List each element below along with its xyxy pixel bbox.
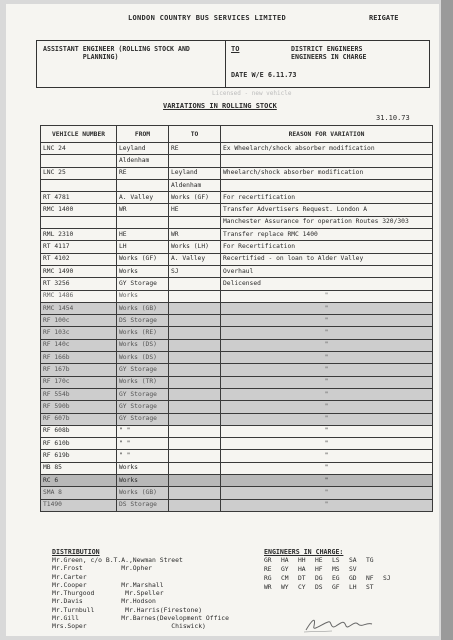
cell-reason: " <box>221 364 433 376</box>
cell-vehicle: LNC 24 <box>41 143 117 155</box>
table-row <box>41 413 433 425</box>
memo-from: ASSISTANT ENGINEER (ROLLING STOCK AND PLANNING) <box>43 45 190 61</box>
table-row <box>41 388 433 400</box>
cell-reason: " <box>221 388 433 400</box>
memo-to-label: TO <box>231 45 240 53</box>
cell-reason: Manchester Assurance for operation Routes 320/303 <box>221 216 433 228</box>
cell-reason: For Recertification <box>221 241 433 253</box>
cell-from: Works (DS) <box>117 352 169 364</box>
cell-from <box>117 216 169 228</box>
cell-from: GY Storage <box>117 364 169 376</box>
cell-to: Works (GF) <box>169 192 221 204</box>
cell-vehicle: RT 4102 <box>41 253 117 265</box>
engineer-code: SJ <box>383 575 391 582</box>
engineer-code: HA <box>281 557 289 564</box>
cell-reason <box>221 155 433 167</box>
engineers-row <box>264 574 400 583</box>
table-row <box>41 364 433 376</box>
table-row <box>41 450 433 462</box>
engineer-code: WR <box>264 584 272 591</box>
report-date: 31.10.73 <box>376 114 410 122</box>
signature <box>302 612 382 636</box>
table-row <box>41 241 433 253</box>
cell-reason: " <box>221 413 433 425</box>
cell-to: WR <box>169 229 221 241</box>
faint-bleed-text: Licensed - new vehicle <box>212 90 292 97</box>
table-row <box>41 499 433 511</box>
table-row <box>41 302 433 314</box>
cell-reason: Delicensed <box>221 278 433 290</box>
cell-from: LH <box>117 241 169 253</box>
table-row <box>41 376 433 388</box>
engineers-row <box>264 583 400 592</box>
cell-from: Works (RE) <box>117 327 169 339</box>
cell-reason: " <box>221 450 433 462</box>
cell-to <box>169 499 221 511</box>
cell-from: Works <box>117 462 169 474</box>
distribution-title: DISTRIBUTION <box>52 548 100 556</box>
table-row <box>41 339 433 351</box>
cell-vehicle: RF 166b <box>41 352 117 364</box>
cell-from: Works <box>117 475 169 487</box>
engineers-row <box>264 556 400 565</box>
cell-from: GY Storage <box>117 278 169 290</box>
cell-vehicle: SMA 8 <box>41 487 117 499</box>
engineer-code: DG <box>315 575 323 582</box>
cell-vehicle: RT 4781 <box>41 192 117 204</box>
cell-vehicle: RF 608b <box>41 425 117 437</box>
cell-vehicle: RF 590b <box>41 401 117 413</box>
cell-to <box>169 413 221 425</box>
cell-from: Works (TR) <box>117 376 169 388</box>
engineer-code: DS <box>315 584 323 591</box>
cell-vehicle: RF 554b <box>41 388 117 400</box>
cell-from: GY Storage <box>117 388 169 400</box>
table-row <box>41 253 433 265</box>
engineer-code: SA <box>349 557 357 564</box>
memo-to: DISTRICT ENGINEERS ENGINEERS IN CHARGE <box>291 45 367 61</box>
cell-to <box>169 401 221 413</box>
cell-to <box>169 364 221 376</box>
cell-to: Aldenham <box>169 179 221 191</box>
cell-to <box>169 290 221 302</box>
cell-to <box>169 327 221 339</box>
cell-vehicle: RML 2310 <box>41 229 117 241</box>
cell-to <box>169 339 221 351</box>
col-header-to: TO <box>169 126 221 143</box>
cell-from: DS Storage <box>117 315 169 327</box>
cell-vehicle: RF 610b <box>41 438 117 450</box>
table-row <box>41 265 433 277</box>
memo-divider <box>225 41 226 87</box>
cell-reason: " <box>221 462 433 474</box>
cell-reason: " <box>221 438 433 450</box>
cell-reason: " <box>221 425 433 437</box>
cell-to <box>169 216 221 228</box>
cell-reason: " <box>221 487 433 499</box>
cell-from: GY Storage <box>117 401 169 413</box>
cell-from <box>117 179 169 191</box>
distribution-list: Mr.Green, c/o B.T.A.,Newman Street Mr.Frost Mr.Opher Mr.Carter Mr.Cooper Mr.Marshall Mr.Thurgood Mr.Speller Mr.Davis Mr.Hodson Mr.Turnbull Mr.Harris(Firestone) Mr.Gill Mr.Barnes(Development Office Mrs.Soper Chiswick) <box>52 556 229 631</box>
engineer-code: HE <box>315 557 323 564</box>
engineers-title: ENGINEERS IN CHARGE: <box>264 548 344 556</box>
engineer-code: DT <box>298 575 306 582</box>
table-header-row <box>41 126 433 143</box>
engineer-code: TG <box>366 557 374 564</box>
cell-from: " " <box>117 425 169 437</box>
cell-from: Works <box>117 265 169 277</box>
cell-reason: " <box>221 302 433 314</box>
cell-reason: Wheelarch/shock absorber modification <box>221 167 433 179</box>
cell-reason: " <box>221 315 433 327</box>
memo-page <box>6 4 439 636</box>
table-row <box>41 315 433 327</box>
engineer-code: LH <box>349 584 357 591</box>
cell-vehicle: RMC 1400 <box>41 204 117 216</box>
cell-reason: " <box>221 376 433 388</box>
cell-to: HE <box>169 204 221 216</box>
cell-to <box>169 388 221 400</box>
engineer-code: HA <box>298 566 306 573</box>
cell-to: RE <box>169 143 221 155</box>
cell-vehicle: RF 607b <box>41 413 117 425</box>
cell-from: Aldenham <box>117 155 169 167</box>
table-row <box>41 290 433 302</box>
cell-to <box>169 155 221 167</box>
engineer-code: HF <box>315 566 323 573</box>
cell-to <box>169 487 221 499</box>
cell-reason: " <box>221 475 433 487</box>
table-row <box>41 229 433 241</box>
cell-reason: For recertification <box>221 192 433 204</box>
cell-to <box>169 352 221 364</box>
cell-vehicle: RT 3256 <box>41 278 117 290</box>
cell-reason: " <box>221 352 433 364</box>
engineers-codes <box>264 556 400 592</box>
table-row <box>41 487 433 499</box>
cell-to <box>169 475 221 487</box>
cell-vehicle: RMC 1454 <box>41 302 117 314</box>
engineer-code: GR <box>264 557 272 564</box>
office-location: REIGATE <box>369 14 399 22</box>
cell-to <box>169 425 221 437</box>
document-title: VARIATIONS IN ROLLING STOCK <box>163 102 277 110</box>
table-row <box>41 216 433 228</box>
cell-vehicle: LNC 25 <box>41 167 117 179</box>
cell-reason: Ex Wheelarch/shock absorber modification <box>221 143 433 155</box>
cell-vehicle: T1490 <box>41 499 117 511</box>
cell-reason <box>221 179 433 191</box>
engineer-code: GD <box>349 575 357 582</box>
table-row <box>41 425 433 437</box>
cell-reason: " <box>221 290 433 302</box>
cell-vehicle <box>41 179 117 191</box>
cell-vehicle: RF 170c <box>41 376 117 388</box>
cell-to <box>169 315 221 327</box>
cell-from: GY Storage <box>117 413 169 425</box>
table-row <box>41 143 433 155</box>
cell-to: A. Valley <box>169 253 221 265</box>
cell-to <box>169 450 221 462</box>
engineer-code: NF <box>366 575 374 582</box>
cell-from: A. Valley <box>117 192 169 204</box>
cell-from: Works (GB) <box>117 302 169 314</box>
cell-from: WR <box>117 204 169 216</box>
engineer-code: RE <box>264 566 272 573</box>
memo-header-box <box>36 40 430 88</box>
table-row <box>41 352 433 364</box>
cell-vehicle: RF 103c <box>41 327 117 339</box>
engineer-code: ST <box>366 584 374 591</box>
table-row <box>41 438 433 450</box>
cell-from: Works (GB) <box>117 487 169 499</box>
col-header-from: FROM <box>117 126 169 143</box>
cell-to <box>169 376 221 388</box>
cell-reason: " <box>221 401 433 413</box>
cell-to: Leyland <box>169 167 221 179</box>
cell-to <box>169 438 221 450</box>
scan-edge <box>441 0 453 640</box>
cell-to <box>169 278 221 290</box>
cell-vehicle: RF 167b <box>41 364 117 376</box>
col-header-vehicle: VEHICLE NUMBER <box>41 126 117 143</box>
table-row <box>41 475 433 487</box>
cell-vehicle: MB 85 <box>41 462 117 474</box>
cell-reason: Transfer Advertisers Request. London A <box>221 204 433 216</box>
engineer-code: MS <box>332 566 340 573</box>
cell-vehicle: RMC 1490 <box>41 265 117 277</box>
cell-vehicle: RC 6 <box>41 475 117 487</box>
cell-to: SJ <box>169 265 221 277</box>
engineer-code: RG <box>264 575 272 582</box>
cell-reason: Transfer replace RMC 1400 <box>221 229 433 241</box>
engineer-code: SV <box>349 566 357 573</box>
engineer-code: WY <box>281 584 289 591</box>
cell-vehicle: RT 4117 <box>41 241 117 253</box>
memo-date: DATE W/E 6.11.73 <box>231 71 297 79</box>
cell-vehicle: RMC 1486 <box>41 290 117 302</box>
cell-to: Works (LH) <box>169 241 221 253</box>
table-row <box>41 179 433 191</box>
table-row <box>41 327 433 339</box>
cell-reason: " <box>221 327 433 339</box>
cell-from: " " <box>117 438 169 450</box>
company-name: LONDON COUNTRY BUS SERVICES LIMITED <box>128 14 287 22</box>
cell-from: HE <box>117 229 169 241</box>
table-row <box>41 462 433 474</box>
engineers-row <box>264 565 400 574</box>
engineer-code: EG <box>332 575 340 582</box>
cell-from: Leyland <box>117 143 169 155</box>
col-header-reason: REASON FOR VARIATION <box>221 126 433 143</box>
table-row <box>41 204 433 216</box>
cell-reason: Recertified - on loan to Alder Valley <box>221 253 433 265</box>
table-row <box>41 192 433 204</box>
cell-reason: " <box>221 499 433 511</box>
table-row <box>41 167 433 179</box>
cell-from: Works (DS) <box>117 339 169 351</box>
cell-vehicle <box>41 216 117 228</box>
cell-from: Works (GF) <box>117 253 169 265</box>
cell-to <box>169 462 221 474</box>
cell-vehicle <box>41 155 117 167</box>
table-row <box>41 278 433 290</box>
engineer-code: CY <box>298 584 306 591</box>
engineer-code: GY <box>281 566 289 573</box>
cell-vehicle: RF 140c <box>41 339 117 351</box>
cell-from: " " <box>117 450 169 462</box>
cell-to <box>169 302 221 314</box>
cell-reason: Overhaul <box>221 265 433 277</box>
cell-reason: " <box>221 339 433 351</box>
cell-from: RE <box>117 167 169 179</box>
table-body <box>41 143 433 512</box>
cell-from: Works <box>117 290 169 302</box>
cell-vehicle: RF 619b <box>41 450 117 462</box>
engineer-code: CM <box>281 575 289 582</box>
table-row <box>41 401 433 413</box>
table-row <box>41 155 433 167</box>
engineer-code: HH <box>298 557 306 564</box>
engineer-code: GF <box>332 584 340 591</box>
engineer-code: LS <box>332 557 340 564</box>
variations-table <box>40 125 433 512</box>
cell-vehicle: RF 100c <box>41 315 117 327</box>
cell-from: DS Storage <box>117 499 169 511</box>
